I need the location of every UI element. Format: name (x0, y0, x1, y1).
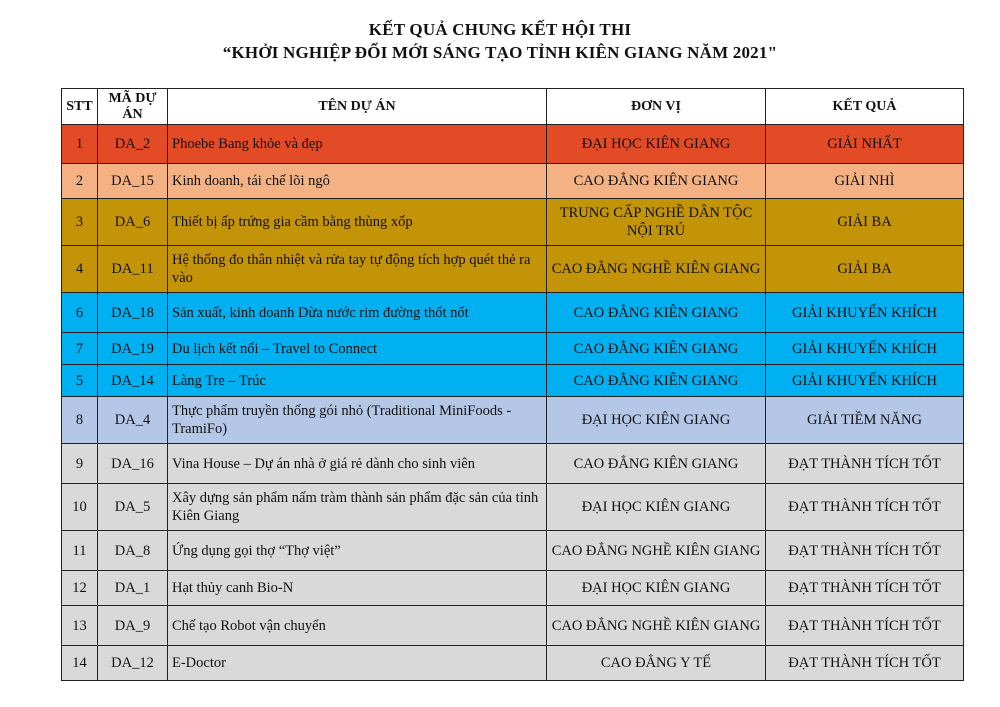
cell-code: DA_12 (98, 646, 168, 681)
cell-result: GIẢI BA (766, 199, 964, 246)
cell-result: GIẢI TIỀM NĂNG (766, 397, 964, 444)
cell-unit: CAO ĐẲNG Y TẾ (547, 646, 766, 681)
cell-unit: ĐẠI HỌC KIÊN GIANG (547, 397, 766, 444)
cell-code: DA_16 (98, 444, 168, 484)
table-row (62, 125, 964, 164)
cell-stt: 13 (62, 606, 98, 646)
document-subtitle: “KHỞI NGHIỆP ĐỔI MỚI SÁNG TẠO TỈNH KIÊN GIANG NĂM 2021" (222, 43, 778, 62)
cell-stt: 8 (62, 397, 98, 444)
cell-stt: 3 (62, 199, 98, 246)
table-row (62, 365, 964, 397)
cell-name: Ứng dụng gọi thợ “Thợ việt” (168, 531, 547, 571)
cell-result: GIẢI KHUYẾN KHÍCH (766, 333, 964, 365)
cell-stt: 6 (62, 293, 98, 333)
cell-result: ĐẠT THÀNH TÍCH TỐT (766, 531, 964, 571)
cell-unit: CAO ĐẲNG KIÊN GIANG (547, 365, 766, 397)
table-row (62, 606, 964, 646)
cell-name: Làng Tre – Trúc (168, 365, 547, 397)
cell-code: DA_19 (98, 333, 168, 365)
cell-stt: 4 (62, 246, 98, 293)
table-header-row (62, 89, 964, 125)
cell-unit: TRUNG CẤP NGHỀ DÂN TỘC NỘI TRÚ (547, 199, 766, 246)
cell-stt: 9 (62, 444, 98, 484)
cell-name: Hạt thủy canh Bio-N (168, 571, 547, 606)
cell-name: Xây dựng sản phẩm nấm tràm thành sản phẩm đặc sản của tỉnh Kiên Giang (168, 484, 547, 531)
cell-stt: 5 (62, 365, 98, 397)
cell-code: DA_11 (98, 246, 168, 293)
cell-result: ĐẠT THÀNH TÍCH TỐT (766, 646, 964, 681)
cell-stt: 10 (62, 484, 98, 531)
table-row (62, 646, 964, 681)
cell-name: Thực phẩm truyền thống gói nhỏ (Traditional MiniFoods - TramiFo) (168, 397, 547, 444)
cell-name: Chế tạo Robot vận chuyển (168, 606, 547, 646)
table-row (62, 199, 964, 246)
cell-unit: ĐẠI HỌC KIÊN GIANG (547, 571, 766, 606)
cell-name: Thiết bị ấp trứng gia cầm bằng thùng xốp (168, 199, 547, 246)
cell-code: DA_5 (98, 484, 168, 531)
cell-code: DA_8 (98, 531, 168, 571)
cell-name: Hệ thống đo thân nhiệt và rửa tay tự động tích hợp quét thẻ ra vào (168, 246, 547, 293)
table-row (62, 246, 964, 293)
cell-name: Du lịch kết nối – Travel to Connect (168, 333, 547, 365)
cell-stt: 1 (62, 125, 98, 164)
cell-result: GIẢI KHUYẾN KHÍCH (766, 365, 964, 397)
cell-code: DA_18 (98, 293, 168, 333)
cell-result: ĐẠT THÀNH TÍCH TỐT (766, 444, 964, 484)
cell-unit: CAO ĐẲNG KIÊN GIANG (547, 164, 766, 199)
cell-unit: CAO ĐẲNG NGHỀ KIÊN GIANG (547, 246, 766, 293)
table-row (62, 571, 964, 606)
cell-unit: CAO ĐẲNG KIÊN GIANG (547, 444, 766, 484)
cell-unit: CAO ĐẲNG NGHỀ KIÊN GIANG (547, 531, 766, 571)
table-row (62, 293, 964, 333)
cell-stt: 14 (62, 646, 98, 681)
table-row (62, 444, 964, 484)
cell-unit: CAO ĐẲNG NGHỀ KIÊN GIANG (547, 606, 766, 646)
cell-name: Vina House – Dự án nhà ở giá rẻ dành cho sinh viên (168, 444, 547, 484)
cell-code: DA_9 (98, 606, 168, 646)
cell-code: DA_2 (98, 125, 168, 164)
results-table (61, 88, 964, 681)
cell-stt: 11 (62, 531, 98, 571)
cell-unit: ĐẠI HỌC KIÊN GIANG (547, 484, 766, 531)
table-row (62, 484, 964, 531)
cell-unit: ĐẠI HỌC KIÊN GIANG (547, 125, 766, 164)
cell-code: DA_6 (98, 199, 168, 246)
cell-result: GIẢI BA (766, 246, 964, 293)
cell-result: GIẢI KHUYẾN KHÍCH (766, 293, 964, 333)
cell-unit: CAO ĐẲNG KIÊN GIANG (547, 333, 766, 365)
cell-result: GIẢI NHÌ (766, 164, 964, 199)
table-row (62, 333, 964, 365)
document-title: KẾT QUẢ CHUNG KẾT HỘI THI (368, 20, 632, 39)
cell-result: ĐẠT THÀNH TÍCH TỐT (766, 484, 964, 531)
cell-stt: 7 (62, 333, 98, 365)
cell-code: DA_4 (98, 397, 168, 444)
table-row (62, 531, 964, 571)
cell-unit: CAO ĐẲNG KIÊN GIANG (547, 293, 766, 333)
header-stt: STT (62, 89, 98, 125)
header-unit: ĐƠN VỊ (547, 89, 766, 125)
cell-name: Phoebe Bang khỏe và đẹp (168, 125, 547, 164)
cell-result: ĐẠT THÀNH TÍCH TỐT (766, 606, 964, 646)
cell-name: E-Doctor (168, 646, 547, 681)
cell-stt: 12 (62, 571, 98, 606)
cell-code: DA_14 (98, 365, 168, 397)
header-code: MÃ DỰ ÁN (98, 89, 168, 125)
cell-code: DA_15 (98, 164, 168, 199)
header-name: TÊN DỰ ÁN (168, 89, 547, 125)
cell-stt: 2 (62, 164, 98, 199)
header-result: KẾT QUẢ (766, 89, 964, 125)
cell-result: ĐẠT THÀNH TÍCH TỐT (766, 571, 964, 606)
table-row (62, 164, 964, 199)
cell-code: DA_1 (98, 571, 168, 606)
cell-name: Kinh doanh, tái chế lõi ngô (168, 164, 547, 199)
table-row (62, 397, 964, 444)
cell-result: GIẢI NHẤT (766, 125, 964, 164)
cell-name: Sản xuất, kinh doanh Dừa nước rim đường thốt nốt (168, 293, 547, 333)
